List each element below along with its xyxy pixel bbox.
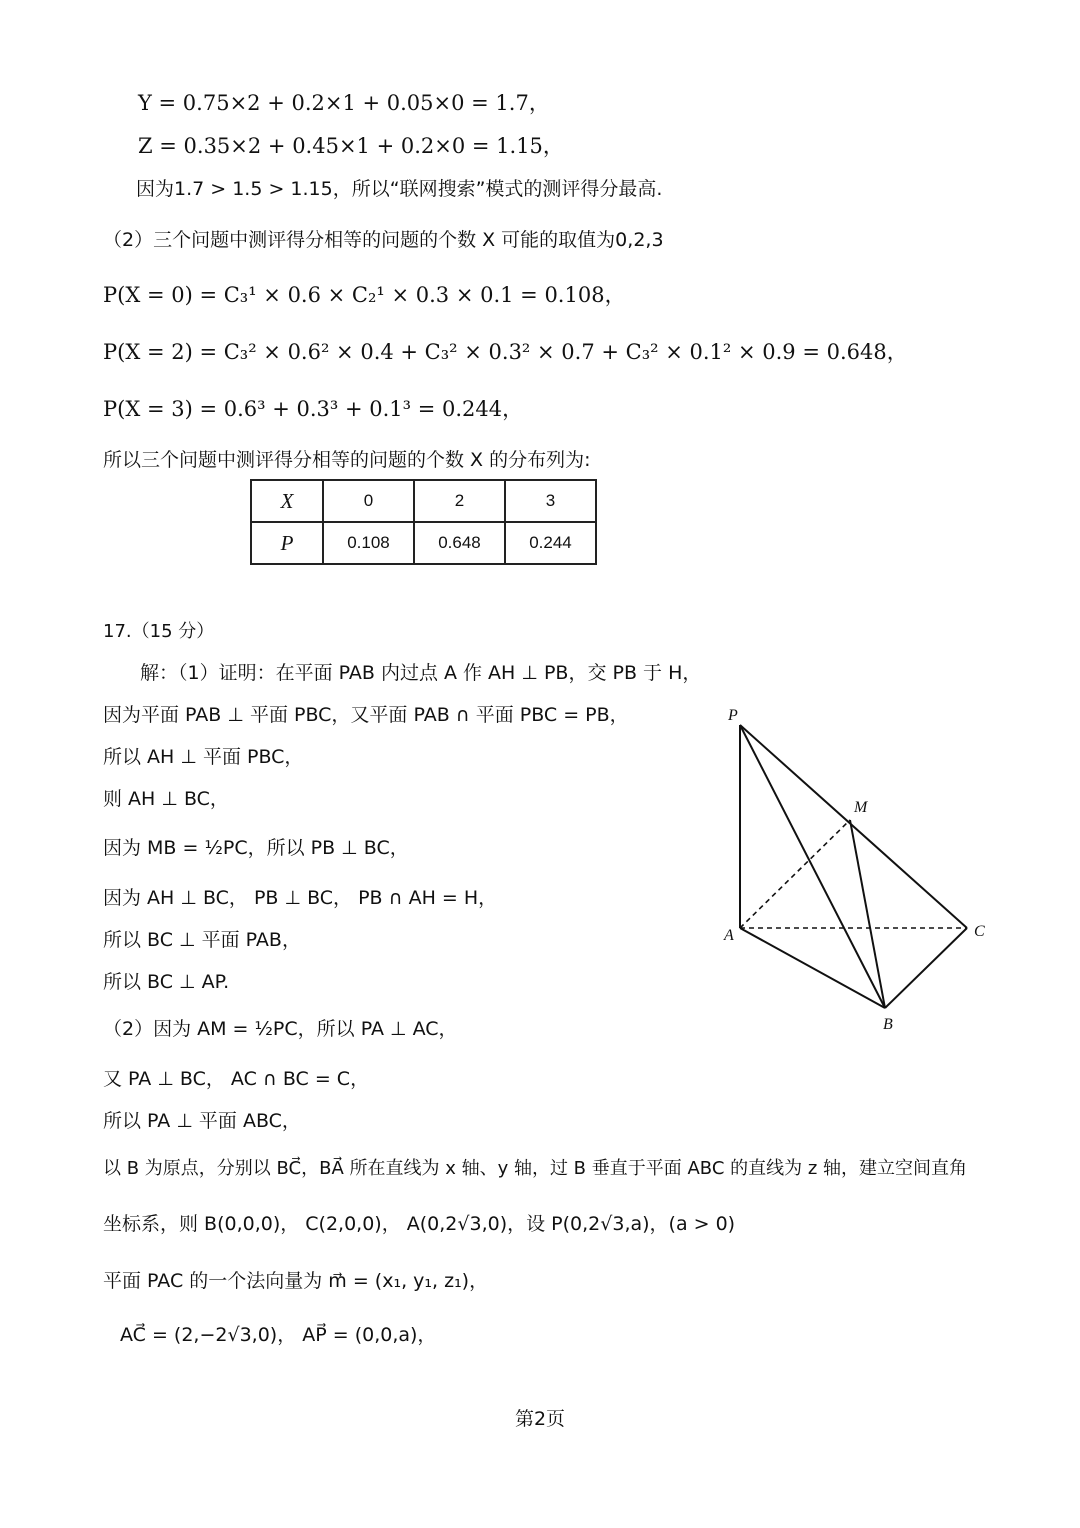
q17-part2-line: AC⃗ = (2,−2√3,0)， AP⃗ = (0,0,a)， — [120, 1324, 437, 1346]
label-b: B — [883, 1016, 893, 1033]
table-cell: 2 — [414, 480, 505, 522]
label-p: P — [728, 707, 738, 724]
distribution-intro-line: 所以三个问题中测评得分相等的问题的个数 X 的分布列为: — [103, 449, 591, 471]
conclusion-line: 因为1.7 > 1.5 > 1.15，所以“联网搜索”模式的测评得分最高. — [136, 178, 663, 200]
table-cell: 3 — [505, 480, 596, 522]
edge-mb — [850, 820, 885, 1008]
q17-part1-line: 因为 AH ⊥ BC， PB ⊥ BC， PB ∩ AH = H， — [103, 887, 498, 909]
page-number: 第2页 — [514, 1408, 566, 1430]
q17-part2-line: 平面 PAC 的一个法向量为 m⃗ = (x₁, y₁, z₁)， — [103, 1270, 489, 1292]
edge-pb — [740, 725, 885, 1008]
edge-pc — [740, 725, 967, 928]
part2-intro-line: （2）三个问题中测评得分相等的问题的个数 X 可能的取值为0,2,3 — [103, 229, 664, 251]
q17-part1-line: 所以 BC ⊥ AP. — [103, 971, 230, 993]
q17-title: 17.（15 分） — [103, 621, 215, 642]
edge-am-dashed — [740, 820, 850, 928]
table-row-x — [251, 480, 596, 522]
label-m: M — [854, 799, 868, 816]
calc-line-y: Y = 0.75×2 + 0.2×1 + 0.05×0 = 1.7， — [138, 91, 550, 115]
table-cell: 0.108 — [323, 522, 414, 564]
table-header-p: P — [251, 522, 323, 564]
distribution-table — [250, 479, 597, 565]
q17-part2-line: 以 B 为原点，分别以 BC⃗，BA⃗ 所在直线为 x 轴、y 轴，过 B 垂直于平面 ABC 的直线为 z 轴，建立空间直角 — [103, 1158, 968, 1179]
tetrahedron-figure — [715, 700, 1005, 1040]
calc-line-z: Z = 0.35×2 + 0.45×1 + 0.2×0 = 1.15， — [138, 134, 564, 158]
table-cell: 0.648 — [414, 522, 505, 564]
table-row-p — [251, 522, 596, 564]
table-cell: 0.244 — [505, 522, 596, 564]
q17-part2-line: 又 PA ⊥ BC， AC ∩ BC = C， — [103, 1068, 370, 1090]
q17-part1-line: 所以 BC ⊥ 平面 PAB， — [103, 929, 301, 951]
edge-ab — [740, 928, 885, 1008]
prob-x2-line: P(X = 2) = C₃² × 0.6² × 0.4 + C₃² × 0.3² × 0.7 + C₃² × 0.1² × 0.9 = 0.648， — [103, 340, 908, 364]
edge-bc — [885, 928, 967, 1008]
q17-part1-line: 解：（1）证明：在平面 PAB 内过点 A 作 AH ⊥ PB，交 PB 于 H， — [140, 662, 702, 684]
label-c: C — [974, 923, 985, 940]
prob-x0-line: P(X = 0) = C₃¹ × 0.6 × C₂¹ × 0.3 × 0.1 = 0.108， — [103, 283, 626, 307]
q17-part1-line: 所以 AH ⊥ 平面 PBC， — [103, 746, 304, 768]
label-a: A — [724, 927, 734, 944]
q17-part1-line: 因为平面 PAB ⊥ 平面 PBC，又平面 PAB ∩ 平面 PBC = PB， — [103, 704, 629, 726]
q17-part2-line: 所以 PA ⊥ 平面 ABC， — [103, 1110, 301, 1132]
table-cell: 0 — [323, 480, 414, 522]
q17-part1-line: 因为 MB = ½PC，所以 PB ⊥ BC， — [103, 837, 409, 859]
q17-part2-line: （2）因为 AM = ½PC，所以 PA ⊥ AC， — [103, 1018, 458, 1040]
prob-x3-line: P(X = 3) = 0.6³ + 0.3³ + 0.1³ = 0.244， — [103, 397, 524, 421]
table-header-x: X — [251, 480, 323, 522]
q17-part1-line: 则 AH ⊥ BC， — [103, 788, 229, 810]
q17-part2-line: 坐标系，则 B(0,0,0)， C(2,0,0)， A(0,2√3,0)，设 P(0,2√3,a)，(a > 0) — [103, 1213, 736, 1235]
